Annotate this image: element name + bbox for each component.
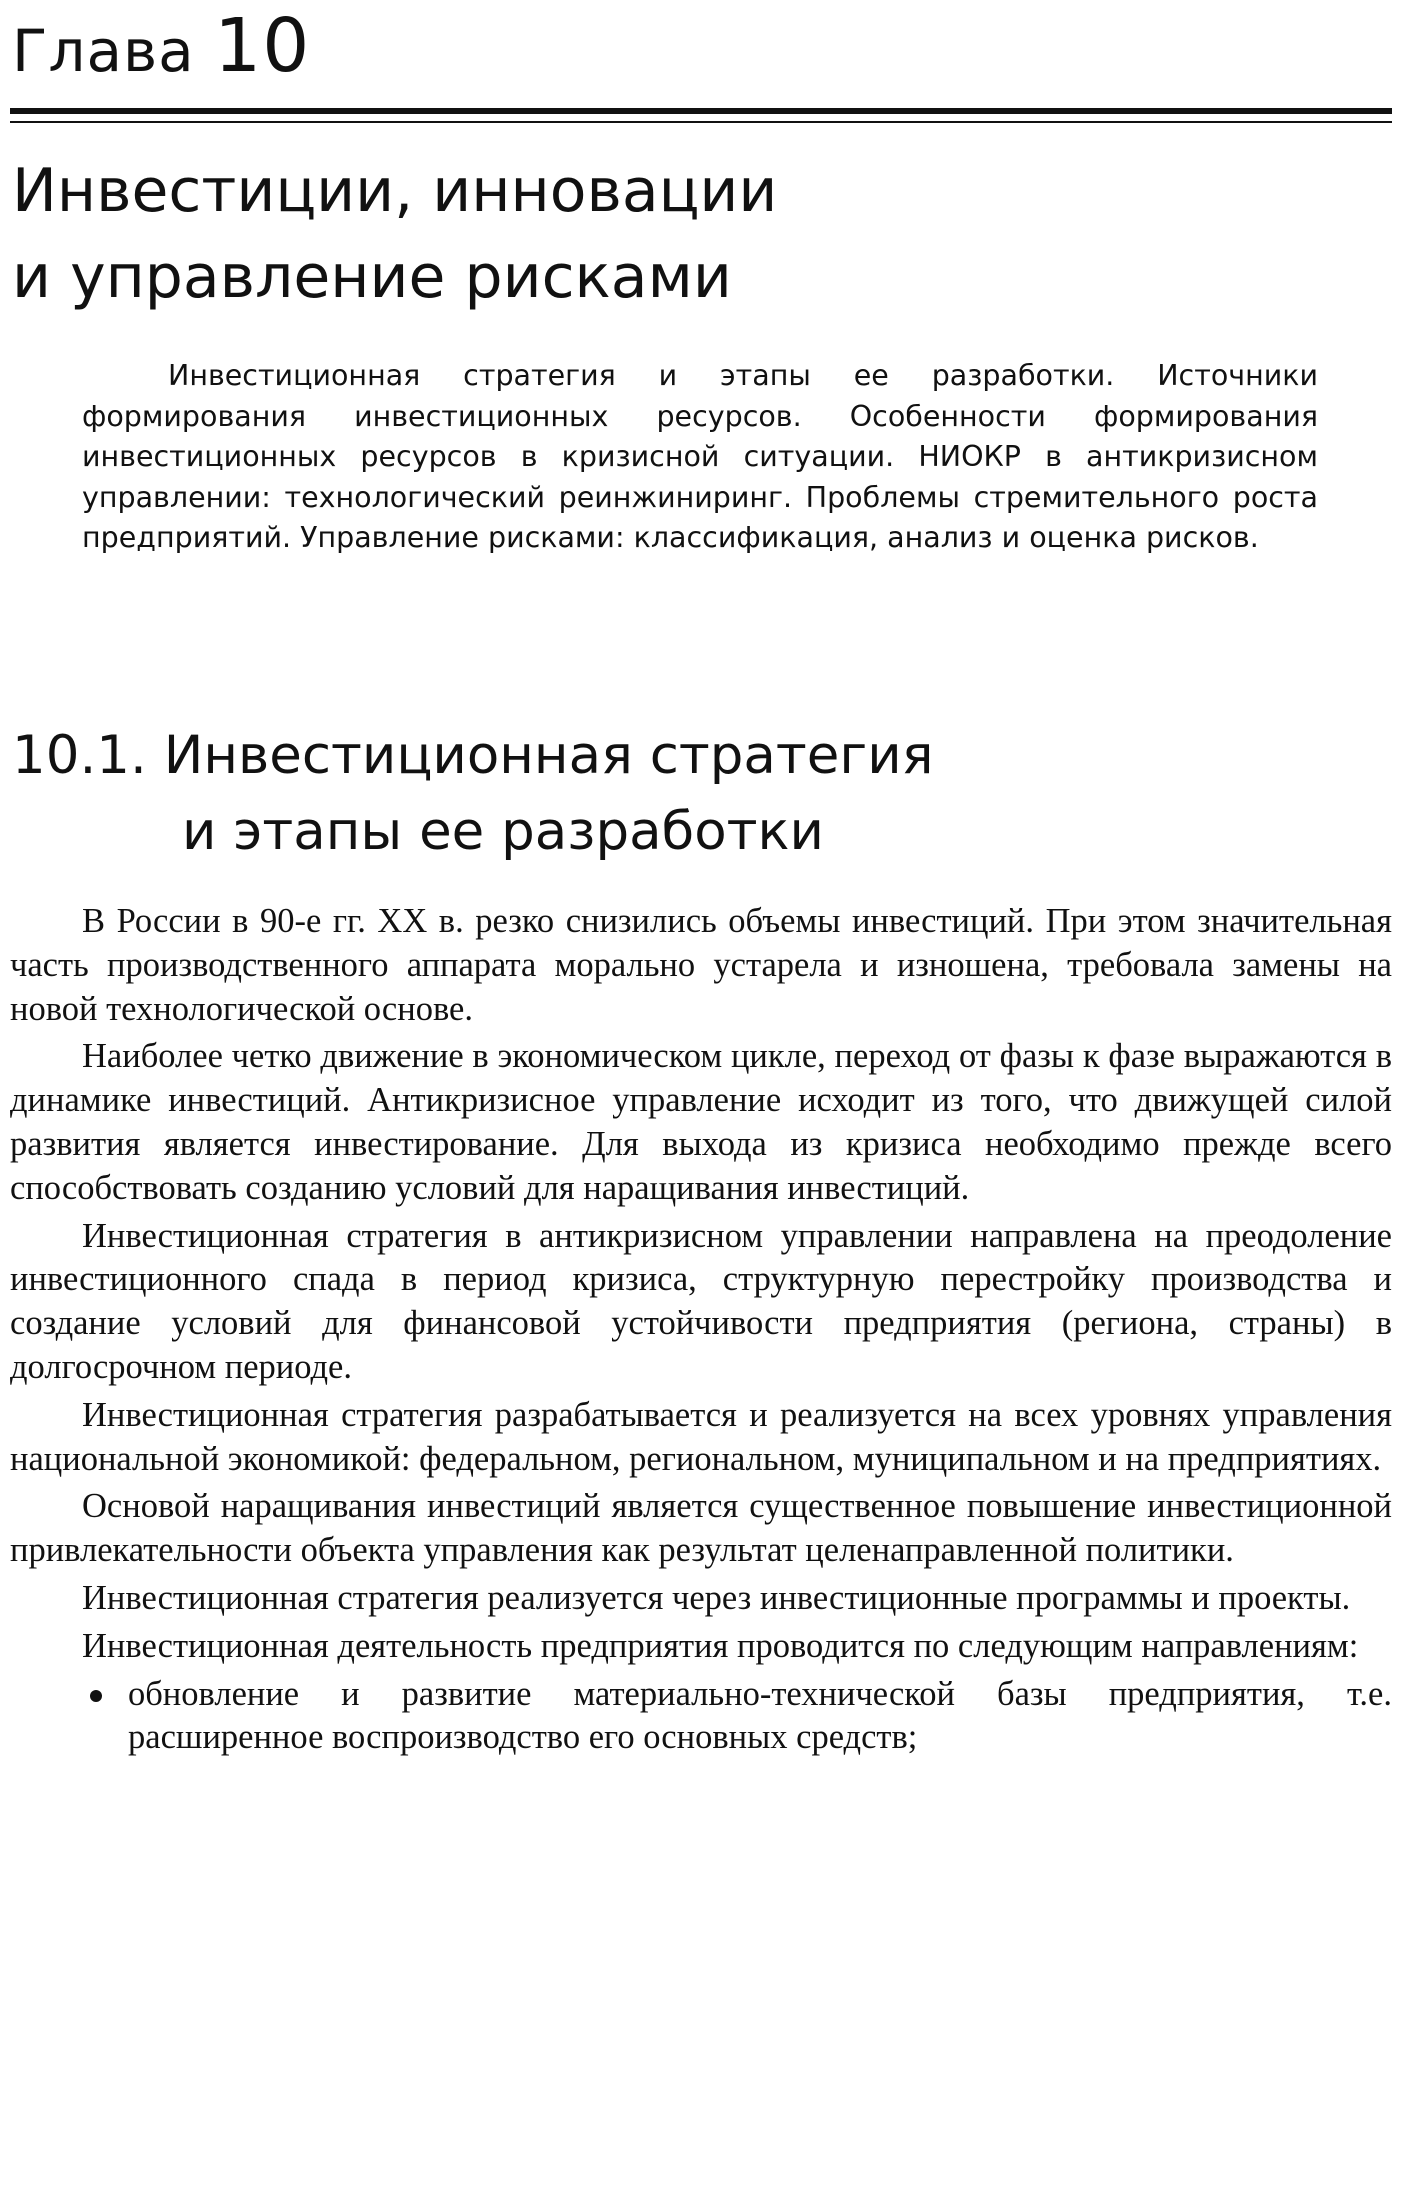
section-number: 10.1. (12, 725, 147, 786)
list-item-text: обновление и развитие материально-технической базы предприятия, т.е. расширенное воспроизводство его основных средств; (128, 1674, 1392, 1757)
chapter-title-line1: Инвестиции, инновации (12, 156, 778, 226)
bullet-icon (90, 1690, 102, 1702)
section-title (12, 718, 1382, 870)
chapter-label: Глава (12, 17, 195, 85)
paragraph: Основой наращивания инвестиций является существенное повышение инвестиционной привлекательности объекта управления как результат целенаправленной политики. (10, 1487, 1392, 1570)
chapter-rule-thick (10, 108, 1392, 114)
paragraph: В России в 90-е гг. XX в. резко снизились объемы инвестиций. При этом значительная часть производственного аппарата морально устарела и изношена, требовала замены на новой технологической основе. (10, 902, 1392, 1028)
paragraph: Инвестиционная стратегия разрабатывается и реализуется на всех уровнях управления национальной экономикой: федеральном, региональном, муниципальном и на предприятиях. (10, 1395, 1392, 1478)
section-title-line1: Инвестиционная стратегия (163, 725, 934, 786)
list-item (10, 1673, 1392, 1761)
chapter-heading (12, 3, 311, 91)
section-title-line2: и этапы ее разработки (182, 801, 825, 862)
chapter-abstract (82, 356, 1318, 559)
bullet-list (10, 1673, 1392, 1761)
chapter-abstract-text: Инвестиционная стратегия и этапы ее разработки. Источники формирования инвестиционных ресурсов. Особенности формирования инвестиционных ресурсов в кризисной ситуации. НИОКР в антикризисном управлении: технологический реинжиниринг. Проблемы стремительного роста предприятий. Управление рисками: классификация, анализ и оценка рисков. (82, 359, 1318, 554)
chapter-rule-thin (10, 121, 1392, 123)
paragraph: Наиболее четко движение в экономическом цикле, переход от фазы к фазе выражаются в динамике инвестиций. Антикризисное управление исходит из того, что движущей силой развития является инвестирование. Для выхода из кризиса необходимо прежде всего способствовать созданию условий для наращивания инвестиций. (10, 1037, 1392, 1207)
body-text (10, 900, 1392, 1760)
paragraph: Инвестиционная стратегия реализуется через инвестиционные программы и проекты. (82, 1578, 1351, 1617)
chapter-title (12, 148, 1382, 320)
paragraph: Инвестиционная стратегия в антикризисном управлении направлена на преодоление инвестиционного спада в период кризиса, структурную перестройку производства и создание условий для финансовой устойчивости предприятия (региона, страны) в долгосрочном периоде. (10, 1216, 1392, 1386)
paragraph: Инвестиционная деятельность предприятия проводится по следующим направлениям: (82, 1626, 1359, 1665)
chapter-title-line2: и управление рисками (12, 242, 732, 312)
chapter-number: 10 (214, 3, 311, 89)
